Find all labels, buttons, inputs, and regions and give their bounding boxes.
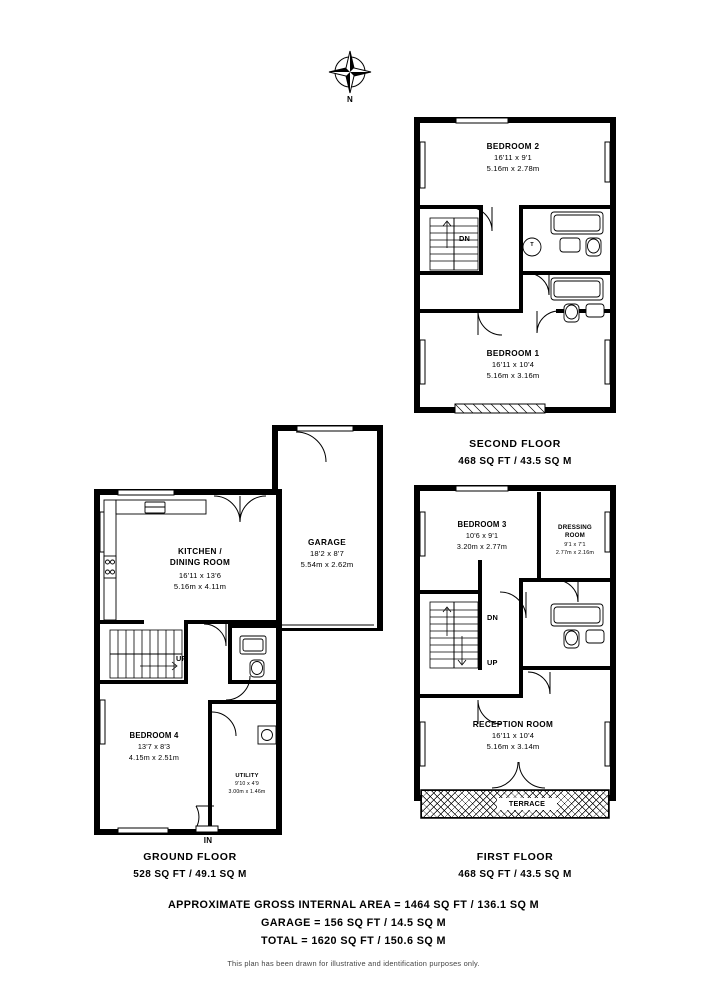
second-floor-bedroom-1-dim-m: 5.16m x 3.16m [486, 371, 540, 380]
second-floor-title: SECOND FLOOR [469, 438, 561, 450]
first-floor-bedroom-3-dim-ft: 10'6 x 9'1 [465, 531, 499, 540]
second-floor-bedroom-2-dim-m: 5.16m x 2.78m [486, 164, 540, 173]
ground-floor-bedroom-4-dim-ft: 13'7 x 8'3 [137, 742, 171, 751]
ground-floor-utility-dim-ft: 9'10 x 4'9 [235, 781, 259, 787]
summary-garage-area: GARAGE = 156 SQ FT / 14.5 SQ M [260, 917, 447, 929]
summary-gross-internal-area: APPROXIMATE GROSS INTERNAL AREA = 1464 SQ FT / 136.1 SQ M [167, 899, 540, 911]
first-floor-reception-room-dim-m: 5.16m x 3.14m [486, 742, 540, 751]
ground-floor-bedroom-4-name: BEDROOM 4 [129, 731, 179, 740]
first-floor-title: FIRST FLOOR [476, 851, 554, 863]
first-floor-reception-room-dim-ft: 16'11 x 10'4 [491, 731, 535, 740]
ground-floor-kitchen-name2: DINING ROOM [169, 558, 231, 567]
compass-north-label: N [347, 95, 353, 104]
ground-floor-garage-dim-ft: 18'2 x 8'7 [309, 549, 345, 558]
second-floor-area: 468 SQ FT / 43.5 SQ M [458, 456, 572, 467]
second-floor-bedroom-2-dim-ft: 16'11 x 9'1 [494, 153, 532, 162]
first-floor-area: 468 SQ FT / 43.5 SQ M [458, 869, 572, 880]
second-floor-bedroom-1-dim-ft: 16'11 x 10'4 [491, 360, 535, 369]
ground-floor-title: GROUND FLOOR [143, 851, 237, 863]
ground-floor-utility-name: UTILITY [235, 773, 259, 779]
ground-floor-area: 528 SQ FT / 49.1 SQ M [133, 869, 247, 880]
first-floor-bedroom-3-name: BEDROOM 3 [457, 520, 507, 529]
second-floor-bedroom-2-name: BEDROOM 2 [486, 142, 540, 151]
second-floor-cylinder-label: T [530, 242, 534, 248]
disclaimer-text: This plan has been drawn for illustrative and identification purposes only. [227, 959, 480, 968]
summary-total-area: TOTAL = 1620 SQ FT / 150.6 SQ M [261, 935, 446, 947]
ground-floor-kitchen-name: KITCHEN / [177, 547, 223, 556]
ground-floor-kitchen-dim-m: 5.16m x 4.11m [173, 582, 227, 591]
first-floor-terrace-name: TERRACE [508, 799, 546, 808]
first-floor-dressing-room-dim-ft: 9'1 x 7'1 [564, 542, 586, 548]
first-floor-stair-up-label: UP [487, 658, 498, 667]
first-floor-dressing-room-name: DRESSING [558, 524, 592, 531]
first-floor-dressing-room-name2: ROOM [564, 532, 586, 539]
ground-floor-entrance-label: IN [203, 836, 213, 845]
ground-floor-utility-dim-m: 3.00m x 1.46m [228, 789, 266, 795]
ground-floor-garage-dim-m: 5.54m x 2.62m [300, 560, 354, 569]
ground-floor-garage-name: GARAGE [307, 538, 347, 547]
second-floor-stair-dn-label: DN [459, 234, 471, 243]
ground-floor-stair-up-label: UP [176, 654, 187, 663]
first-floor-dressing-room-dim-m: 2.77m x 2.16m [555, 550, 595, 556]
first-floor-bedroom-3-dim-m: 3.20m x 2.77m [456, 542, 508, 551]
first-floor-stair-dn-label: DN [487, 613, 499, 622]
ground-floor-bedroom-4-dim-m: 4.15m x 2.51m [128, 753, 180, 762]
second-floor-bedroom-1-name: BEDROOM 1 [486, 349, 540, 358]
first-floor-reception-room-name: RECEPTION ROOM [472, 720, 554, 729]
ground-floor-kitchen-dim-ft: 16'11 x 13'6 [178, 571, 222, 580]
